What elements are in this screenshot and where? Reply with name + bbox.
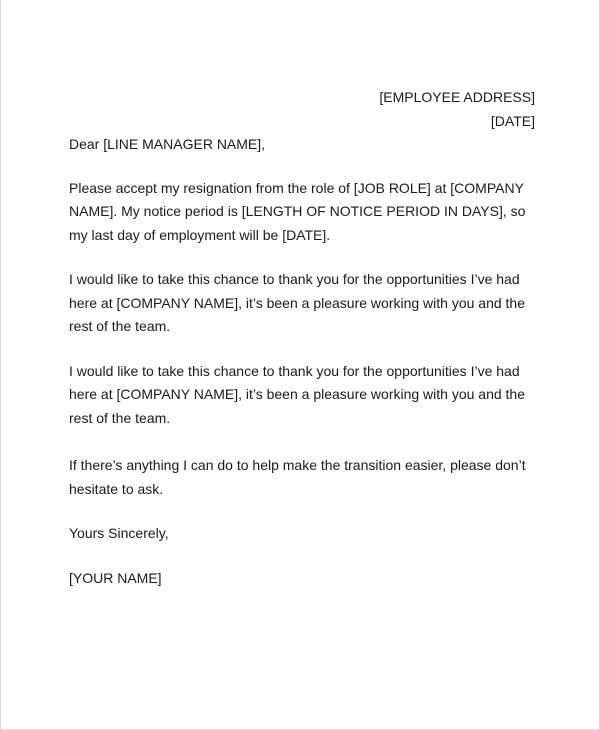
- employee-address: [EMPLOYEE ADDRESS]: [379, 89, 535, 105]
- closing: Yours Sincerely,: [69, 525, 169, 541]
- salutation: Dear [LINE MANAGER NAME],: [69, 136, 266, 152]
- paragraph-thanks-repeat: I would like to take this chance to thank you for the opportunities I’ve had here at [COMPANY NAME], it’s been a pleasure working with you and the rest of the team.: [69, 362, 526, 426]
- signature-name: [YOUR NAME]: [69, 569, 162, 586]
- letter-date: [DATE]: [490, 112, 535, 129]
- paragraph-resignation: Please accept my resignation from the role of [JOB ROLE] at [COMPANY NAME]. My notice period is [LENGTH OF NOTICE PERIOD IN DAYS], so my last day of employment will be [DATE].: [69, 179, 526, 243]
- address-block: [69, 86, 535, 133]
- resignation-letter: [69, 86, 535, 590]
- paragraph-transition: If there’s anything I can do to help make the transition easier, please don’t hesitate to ask.: [69, 457, 526, 497]
- paragraph-thanks: I would like to take this chance to thank you for the opportunities I’ve had here at [COMPANY NAME], it’s been a pleasure working with you and the rest of the team.: [69, 271, 526, 334]
